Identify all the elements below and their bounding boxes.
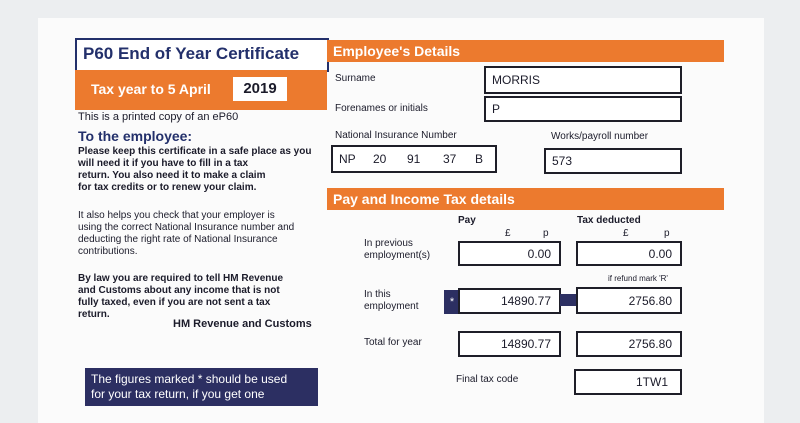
para-line: fully taxed, even if you are not sent a tax bbox=[78, 297, 271, 308]
total-tax-field bbox=[576, 331, 682, 357]
row-label-line: employment(s) bbox=[364, 250, 431, 261]
para-line: return. bbox=[78, 309, 110, 320]
note-line: for your tax return, if you get one bbox=[91, 387, 265, 401]
pay-pounds-unit: £ bbox=[505, 228, 511, 239]
tax-year-value: 2019 bbox=[233, 77, 287, 101]
total-pay-field bbox=[458, 331, 561, 357]
this-pay-value: 14890.77 bbox=[500, 294, 551, 308]
surname-field bbox=[484, 66, 682, 94]
ni-number-field bbox=[331, 145, 497, 173]
final-tax-code-value: 1TW1 bbox=[635, 375, 668, 389]
printed-copy-note: This is a printed copy of an eP60 bbox=[78, 111, 239, 123]
works-number-field bbox=[544, 148, 682, 174]
works-number-value: 573 bbox=[552, 154, 573, 168]
keep-safe-paragraph bbox=[78, 146, 311, 194]
refund-note: if refund mark 'R' bbox=[608, 274, 668, 283]
final-tax-code-field bbox=[574, 369, 682, 395]
para-line: deducting the right rate of National Insurance bbox=[78, 234, 278, 245]
ni-part: 91 bbox=[407, 152, 421, 166]
para-line: and Customs about any income that is not bbox=[78, 285, 280, 296]
pay-pence-unit: p bbox=[543, 228, 549, 239]
this-tax-field bbox=[576, 287, 682, 314]
para-line: for tax credits or to renew your claim. bbox=[78, 182, 257, 193]
total-year-label: Total for year bbox=[364, 337, 422, 348]
tax-pounds-unit: £ bbox=[623, 228, 629, 239]
works-number-label: Works/payroll number bbox=[551, 131, 649, 142]
forenames-field bbox=[484, 96, 682, 122]
forenames-value: P bbox=[492, 102, 501, 116]
surname-value: MORRIS bbox=[492, 73, 540, 87]
forenames-label: Forenames or initials bbox=[335, 103, 428, 114]
tax-year-label: Tax year to 5 April bbox=[91, 81, 211, 97]
total-pay-value: 14890.77 bbox=[500, 337, 551, 351]
ni-part: 37 bbox=[443, 152, 457, 166]
ni-part: B bbox=[475, 152, 484, 166]
para-line: It also helps you check that your employer is bbox=[78, 210, 275, 221]
row-label-line: In this bbox=[364, 289, 391, 300]
para-line: By law you are required to tell HM Revenue bbox=[78, 273, 284, 284]
previous-pay-field bbox=[458, 241, 561, 266]
this-pay-field bbox=[458, 288, 561, 314]
previous-tax-field bbox=[576, 241, 682, 266]
previous-pay-value: 0.00 bbox=[527, 246, 551, 261]
check-paragraph bbox=[78, 210, 294, 258]
this-tax-value: 2756.80 bbox=[628, 293, 672, 308]
law-paragraph bbox=[78, 273, 283, 321]
previous-employment-label bbox=[364, 238, 430, 262]
para-line: using the correct National Insurance number and bbox=[78, 222, 295, 233]
pay-column-header: Pay bbox=[458, 215, 476, 226]
page-title: P60 End of Year Certificate bbox=[83, 44, 300, 63]
tax-column-header: Tax deducted bbox=[577, 215, 641, 226]
note-line: The figures marked * should be used bbox=[91, 372, 288, 386]
title-box bbox=[75, 38, 329, 72]
this-employment-label bbox=[364, 289, 418, 313]
tax-return-note bbox=[85, 368, 318, 406]
surname-label: Surname bbox=[335, 73, 376, 84]
para-line: will need it if you have to fill in a tax bbox=[78, 158, 249, 169]
ni-part: 20 bbox=[373, 152, 387, 166]
row-label-line: employment bbox=[364, 301, 419, 312]
employee-details-header: Employee's Details bbox=[327, 40, 724, 62]
tax-return-marker: * bbox=[444, 290, 460, 314]
para-line: Please keep this certificate in a safe place as you bbox=[78, 146, 312, 157]
pay-tax-header: Pay and Income Tax details bbox=[327, 188, 724, 210]
tax-pence-unit: p bbox=[664, 228, 670, 239]
total-tax-value: 2756.80 bbox=[628, 337, 672, 351]
previous-tax-value: 0.00 bbox=[648, 246, 672, 261]
tax-year-bar bbox=[75, 70, 327, 110]
ni-part: NP bbox=[339, 152, 356, 166]
employee-heading: To the employee: bbox=[78, 128, 193, 144]
para-line: contributions. bbox=[78, 246, 138, 257]
final-tax-code-label: Final tax code bbox=[456, 374, 519, 385]
hmrc-signature: HM Revenue and Customs bbox=[173, 318, 312, 330]
row-label-line: In previous bbox=[364, 238, 413, 249]
para-line: return. You also need it to make a claim bbox=[78, 170, 266, 181]
ni-number-label: National Insurance Number bbox=[335, 130, 457, 141]
